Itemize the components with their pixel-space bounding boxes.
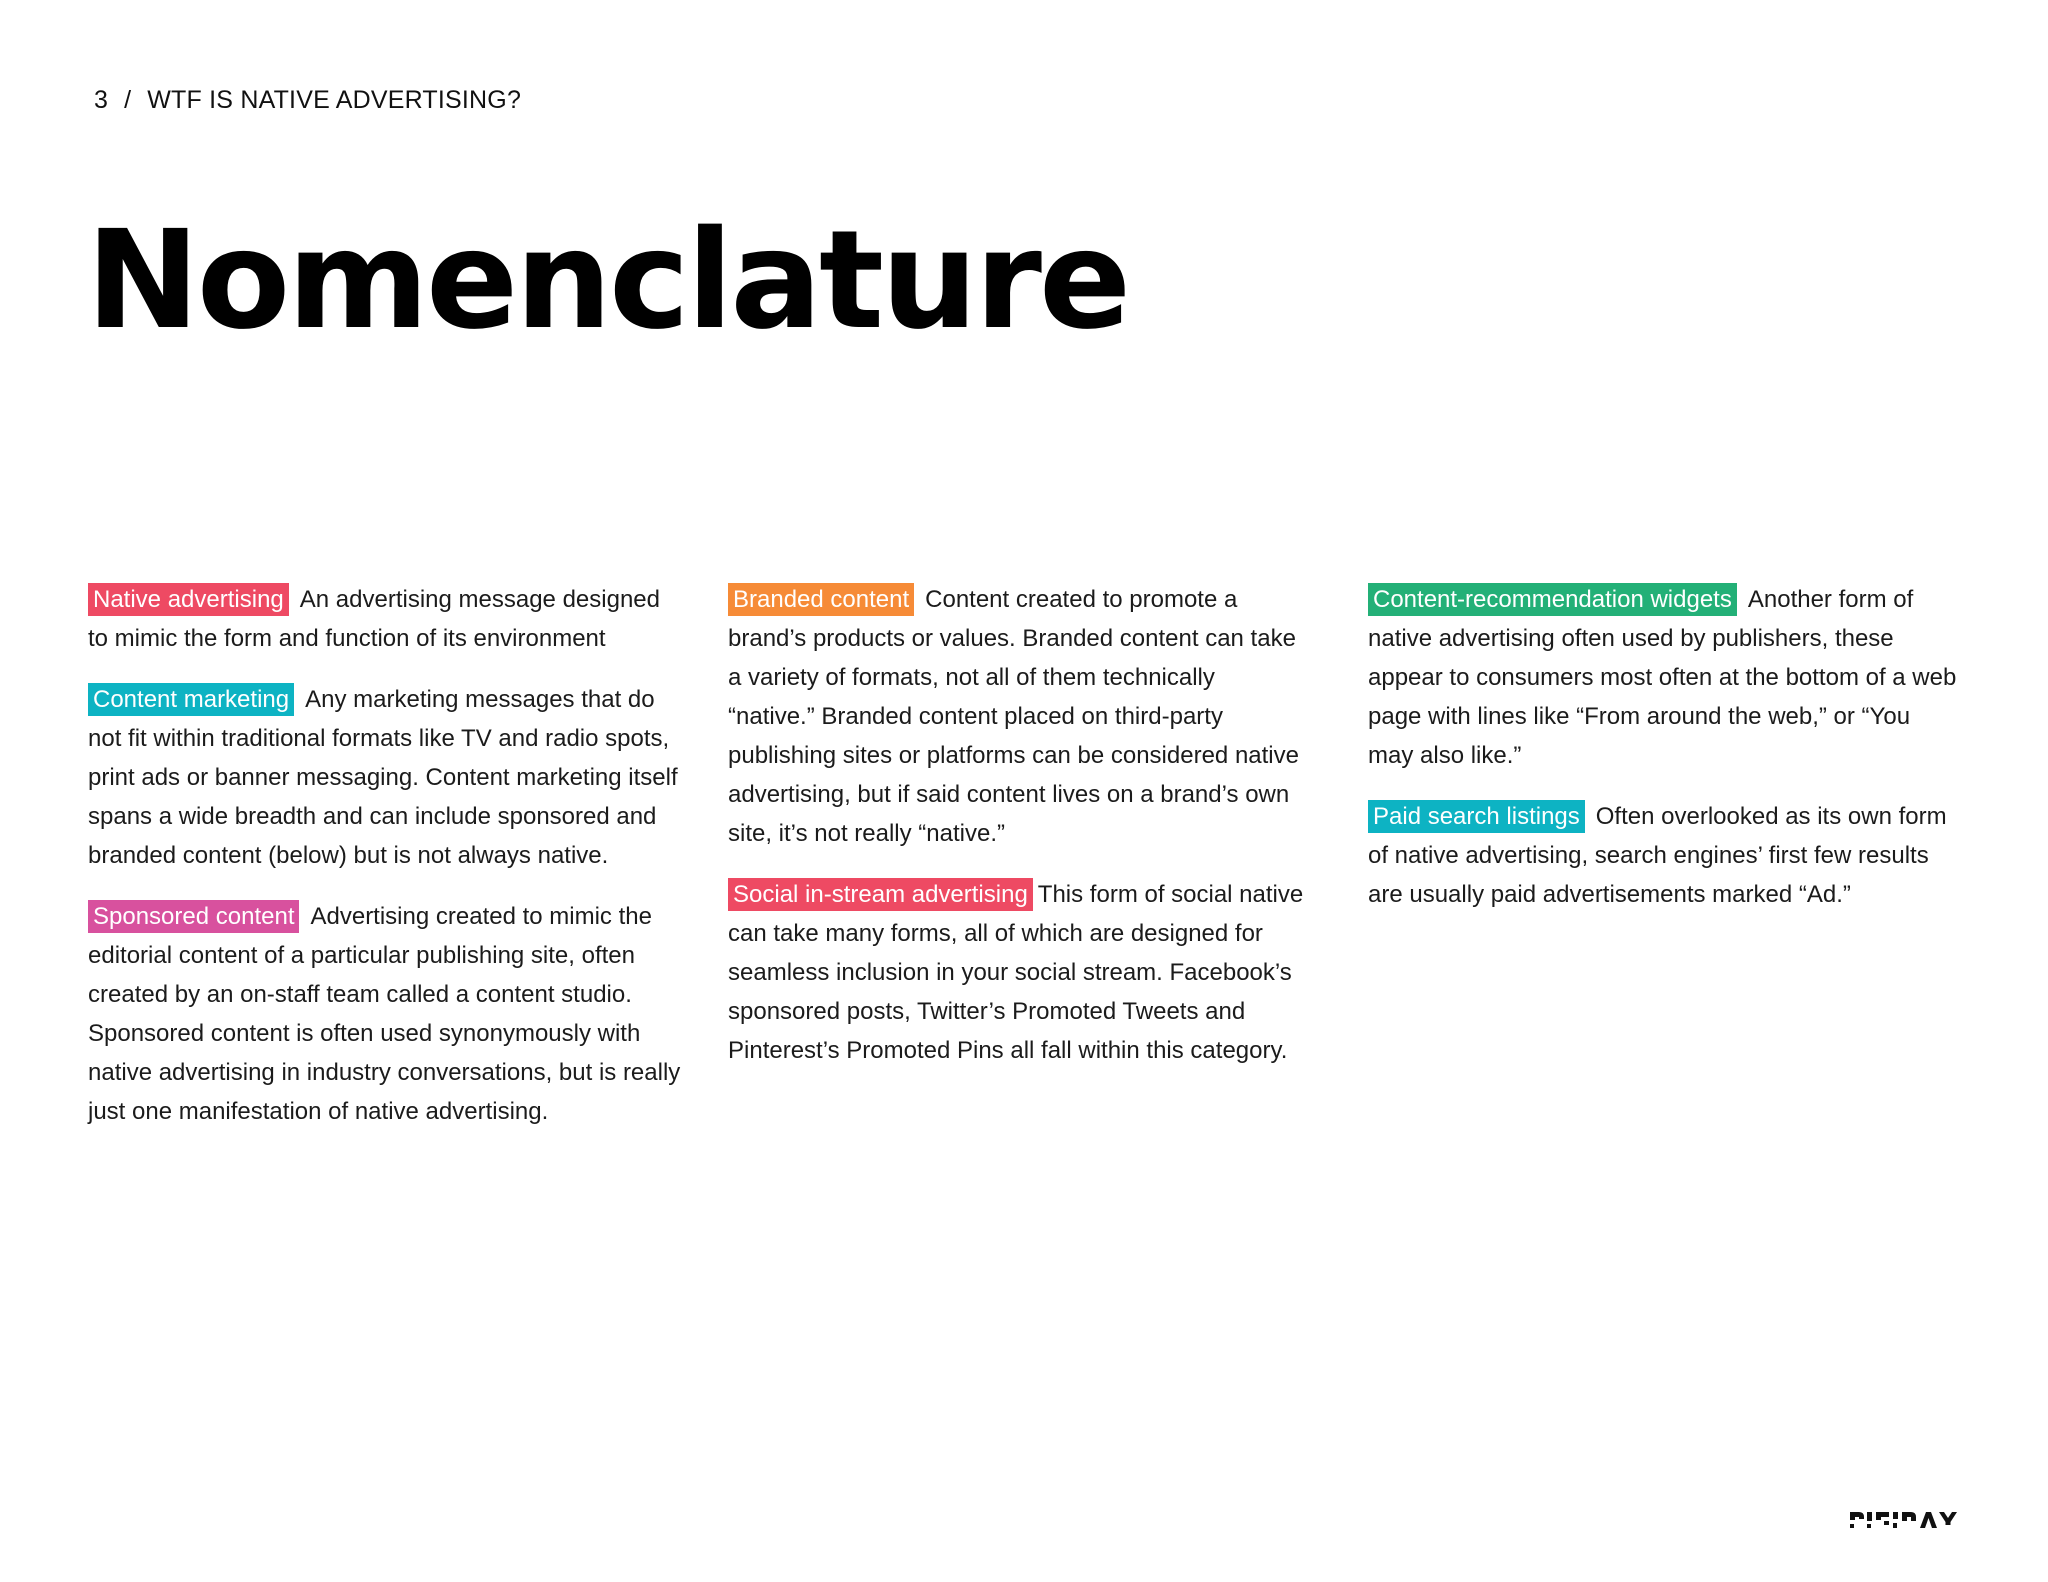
term-label: Native advertising	[88, 583, 289, 616]
digiday-logo	[1850, 1511, 1957, 1529]
definition-text: Any marketing messages that do not fit within traditional formats like TV and radio spots, print ads or banner messaging. Content marketing itself spans a wide breadth and can include sponsored and branded content (below) but is not always native.	[88, 686, 678, 869]
header-separator: /	[124, 86, 132, 114]
definition-branded-content	[728, 580, 1308, 853]
term-label: Content-recommendation widgets	[1368, 583, 1737, 616]
page-title: Nomenclature	[86, 202, 1129, 360]
definition-text: Often overlooked as its own form of native advertising, search engines’ first few results are usually paid advertisements marked “Ad.”	[1368, 803, 1947, 908]
term-label: Social in-stream advertising	[728, 878, 1033, 911]
term-label: Branded content	[728, 583, 914, 616]
definitions-column-1	[88, 580, 682, 1153]
term-label: Paid search listings	[1368, 800, 1585, 833]
definition-text: Content created to promote a brand’s products or values. Branded content can take a variety of formats, not all of them technically “native.” Branded content placed on third-party publishing sites or platforms can be considered native advertising, but if said content lives on a brand’s own site, it’s not really “native.”	[728, 586, 1299, 847]
definition-text: Advertising created to mimic the editorial content of a particular publishing site, often created by an on-staff team called a content studio. Sponsored content is often used synonymously with native advertising in industry conversations, but is really just one manifestation of native advertising.	[88, 903, 681, 1125]
definitions-column-2	[728, 580, 1308, 1092]
definition-paid-search-listings	[1368, 797, 1962, 914]
section-title: WTF IS NATIVE ADVERTISING?	[147, 86, 522, 114]
definition-social-in-stream-advertising	[728, 875, 1308, 1070]
definition-text: This form of social native can take many forms, all of which are designed for seamless inclusion in your social stream. Facebook’s sponsored posts, Twitter’s Promoted Tweets and Pinterest’s Promoted Pins all fall within this category.	[728, 881, 1304, 1064]
definition-content-recommendation-widgets	[1368, 580, 1962, 775]
term-label: Sponsored content	[88, 900, 299, 933]
definition-text: Another form of native advertising often used by publishers, these appear to consumers most often at the bottom of a web page with lines like “From around the web,” or “You may also like.”	[1368, 586, 1957, 769]
running-header	[94, 86, 521, 115]
term-label: Content marketing	[88, 683, 294, 716]
definition-sponsored-content	[88, 897, 682, 1131]
definition-text: An advertising message designed to mimic the form and function of its environment	[88, 586, 660, 652]
page-number: 3	[94, 86, 109, 114]
definition-native-advertising	[88, 580, 682, 658]
definition-content-marketing	[88, 680, 682, 875]
definitions-column-3	[1368, 580, 1962, 936]
